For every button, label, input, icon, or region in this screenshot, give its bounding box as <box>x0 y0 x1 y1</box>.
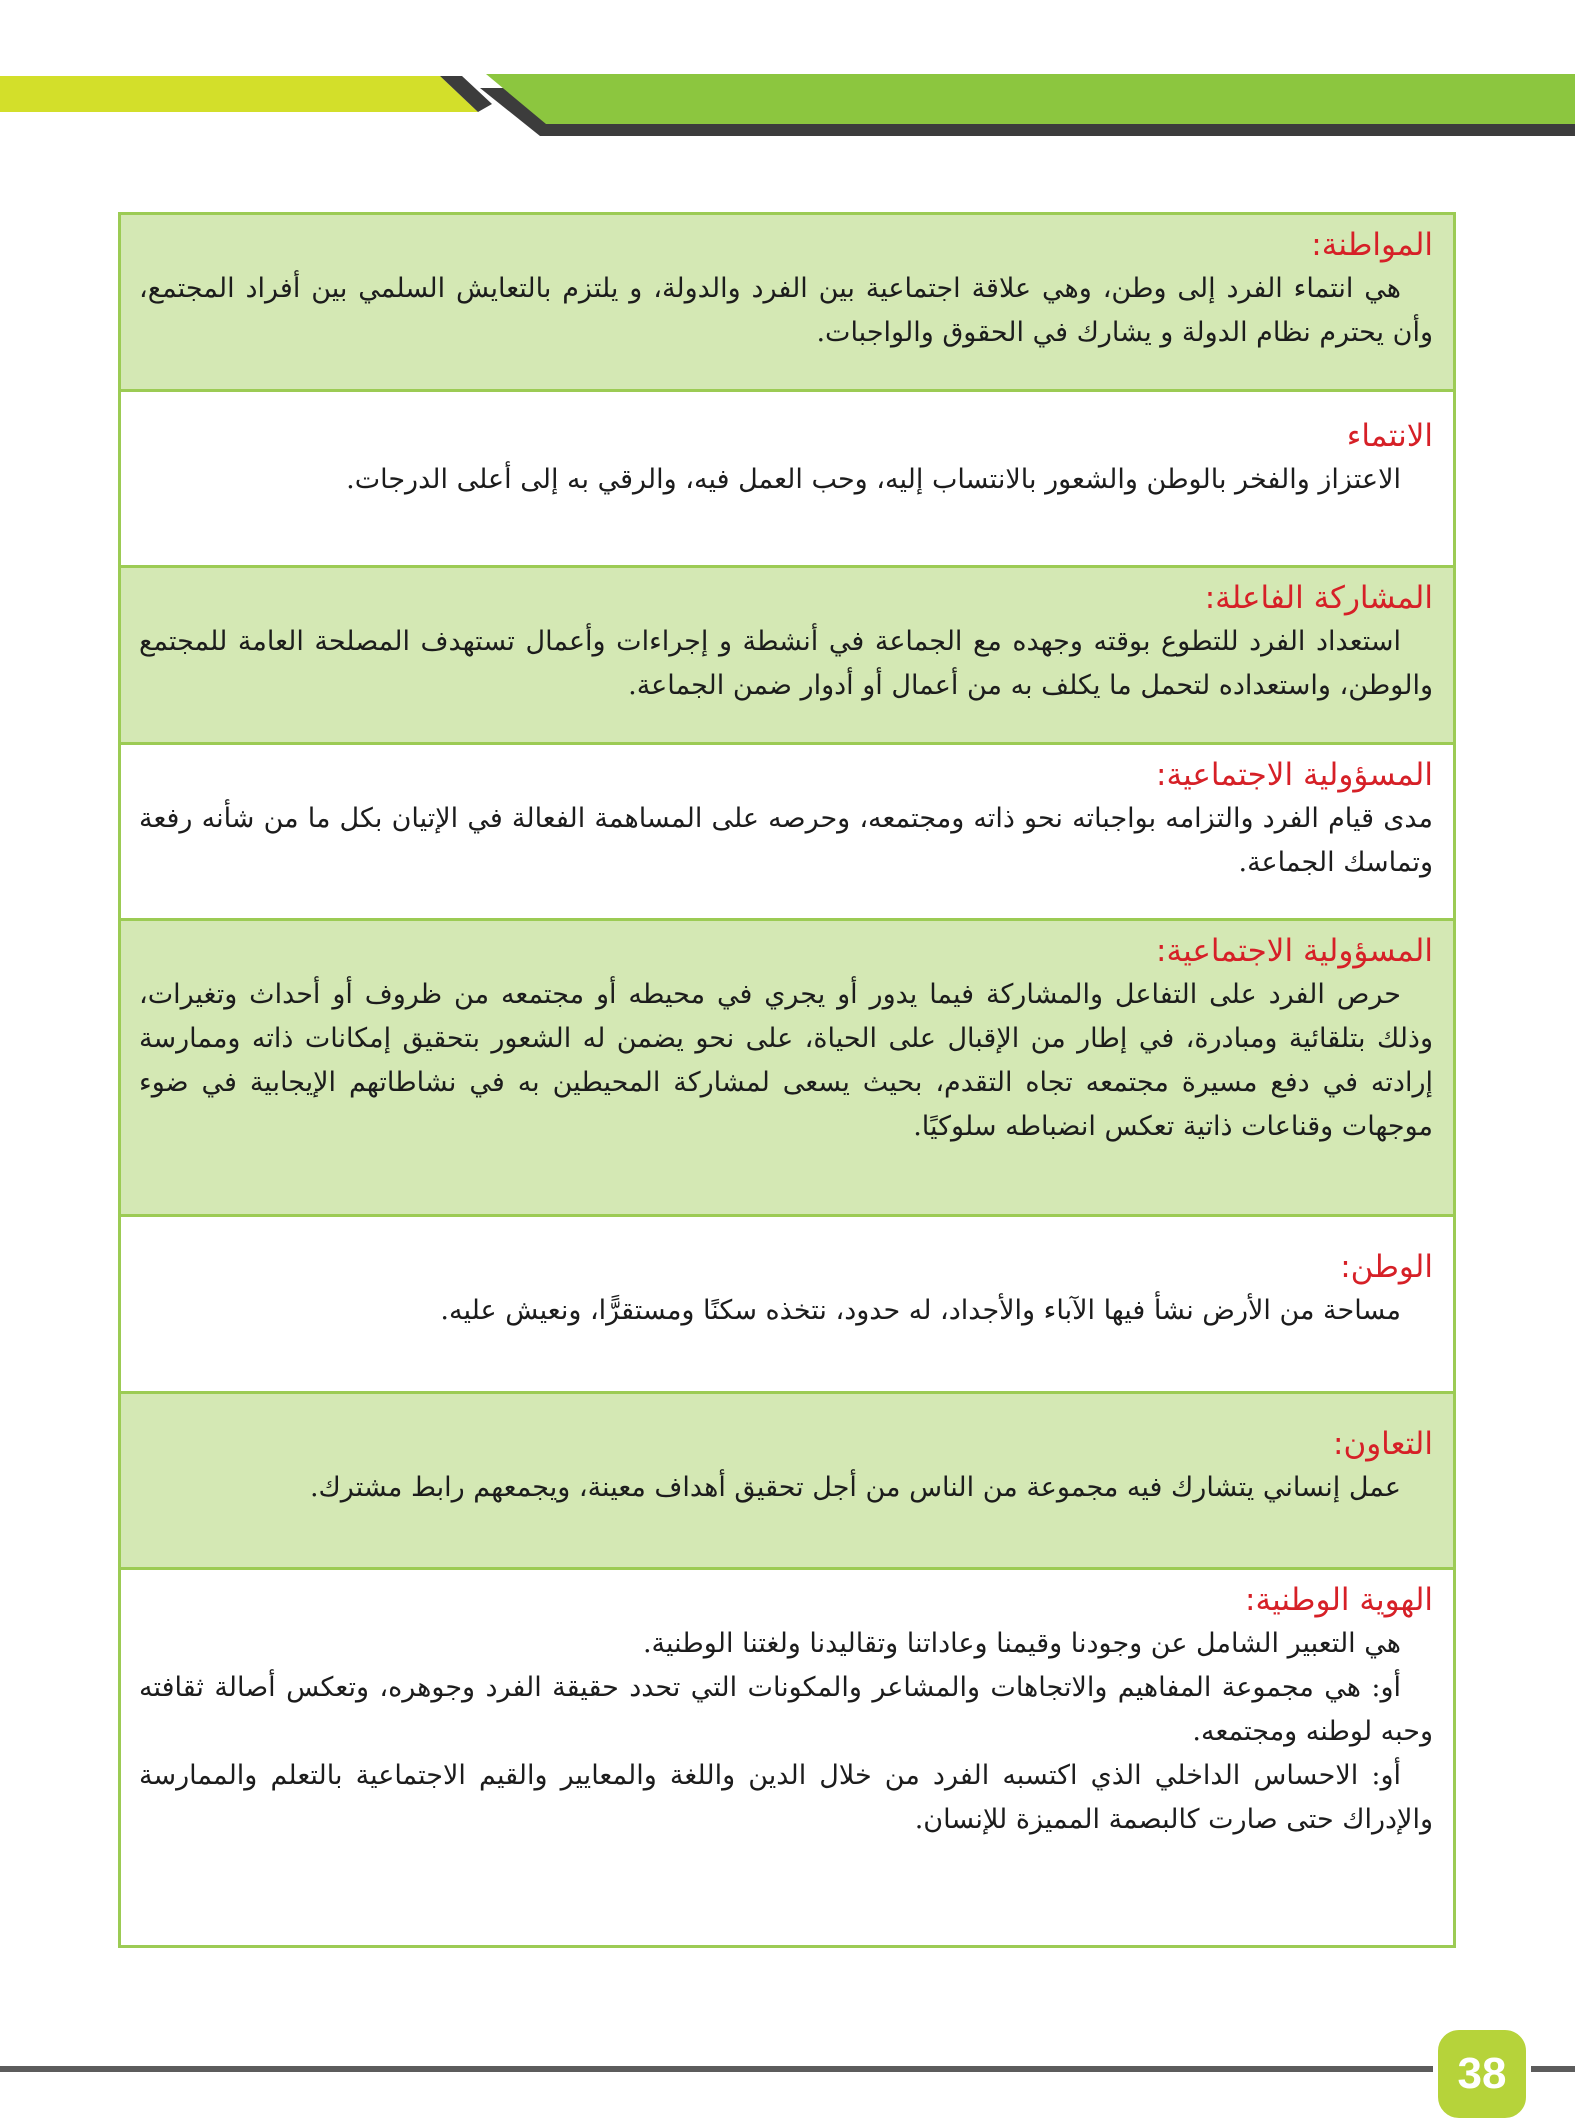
page-number-badge <box>1433 2025 1531 2123</box>
glossary-row <box>121 745 1453 921</box>
glossary-row <box>121 1394 1453 1570</box>
term-heading: التعاون: <box>1333 1426 1433 1462</box>
glossary-row <box>121 1570 1453 1945</box>
glossary-row <box>121 392 1453 568</box>
term-definition: الاعتزاز والفخر بالوطن والشعور بالانتساب إليه، وحب العمل فيه، والرقي به إلى أعلى الدرجات. <box>346 464 1401 495</box>
glossary-table <box>118 212 1456 1948</box>
term-definition: أو: هي مجموعة المفاهيم والاتجاهات والمشاعر والمكونات التي تحدد حقيقة الفرد وجوهره، وتعكس أصالة ثقافته وحبه لوطنه ومجتمعه. <box>139 1672 1433 1747</box>
term-definition: أو: الاحساس الداخلي الذي اكتسبه الفرد من خلال الدين واللغة والمعايير والقيم الاجتماعية بالتعلم والممارسة والإدراك حتى صارت كالبصمة المميزة للإنسان. <box>139 1760 1433 1835</box>
term-definition: استعداد الفرد للتطوع بوقته وجهده مع الجماعة في أنشطة و إجراءات وأعمال تستهدف المصلحة العامة للمجتمع والوطن، واستعداده لتحمل ما يكلف به من أعمال أو أدوار ضمن الجماعة. <box>139 626 1433 701</box>
glossary-row <box>121 215 1453 392</box>
glossary-row <box>121 921 1453 1217</box>
term-definition: مدى قيام الفرد والتزامه بواجباته نحو ذاته ومجتمعه، وحرصه على المساهمة الفعالة في الإتيان بكل ما من شأنه رفعة وتماسك الجماعة. <box>139 803 1433 878</box>
term-definition: عمل إنساني يتشارك فيه مجموعة من الناس من أجل تحقيق أهداف معينة، ويجمعهم رابط مشترك. <box>309 1472 1401 1503</box>
term-heading: المسؤولية الاجتماعية: <box>1156 933 1433 969</box>
page-number: 38 <box>1457 2049 1507 2098</box>
term-definition: مساحة من الأرض نشأ فيها الآباء والأجداد، له حدود، نتخذه سكنًا ومستقرًّا، ونعيش عليه. <box>440 1295 1401 1326</box>
banner-lime-strip <box>0 76 478 112</box>
term-definition: حرص الفرد على التفاعل والمشاركة فيما يدور أو يجري في محيطه أو مجتمعه من ظروف أو أحداث وتغيرات، وذلك بتلقائية ومبادرة، في إطار من الإقبال على الحياة، على نحو يضمن له الشعور بتحقيق إمكانات ذاته وممارسة إرادته في دفع مسيرة مجتمعه تجاه التقدم، بحيث يسعى لمشاركة المحيطين به في نشاطاتهم الإيجابية في ضوء موجهات وقناعات ذاتية تعكس انضباطه سلوكيًا. <box>139 979 1433 1142</box>
term-heading: المواطنة: <box>1311 227 1433 263</box>
top-banner-decoration <box>0 0 1575 140</box>
term-definition: هي التعبير الشامل عن وجودنا وقيمنا وعاداتنا وتقاليدنا ولغتنا الوطنية. <box>642 1628 1401 1659</box>
glossary-row <box>121 568 1453 745</box>
term-heading: الوطن: <box>1340 1249 1433 1285</box>
term-heading: الهوية الوطنية: <box>1245 1582 1433 1618</box>
term-heading: المسؤولية الاجتماعية: <box>1156 757 1433 793</box>
term-heading: المشاركة الفاعلة: <box>1204 580 1433 616</box>
term-heading: الانتماء <box>1346 418 1433 454</box>
banner-green-strip <box>486 74 1575 124</box>
term-definition: هي انتماء الفرد إلى وطن، وهي علاقة اجتماعية بين الفرد والدولة، و يلتزم بالتعايش السلمي بين أفراد المجتمع، وأن يحترم نظام الدولة و يشارك في الحقوق والواجبات. <box>139 273 1433 348</box>
footer-line <box>0 2066 1575 2072</box>
glossary-row <box>121 1217 1453 1394</box>
